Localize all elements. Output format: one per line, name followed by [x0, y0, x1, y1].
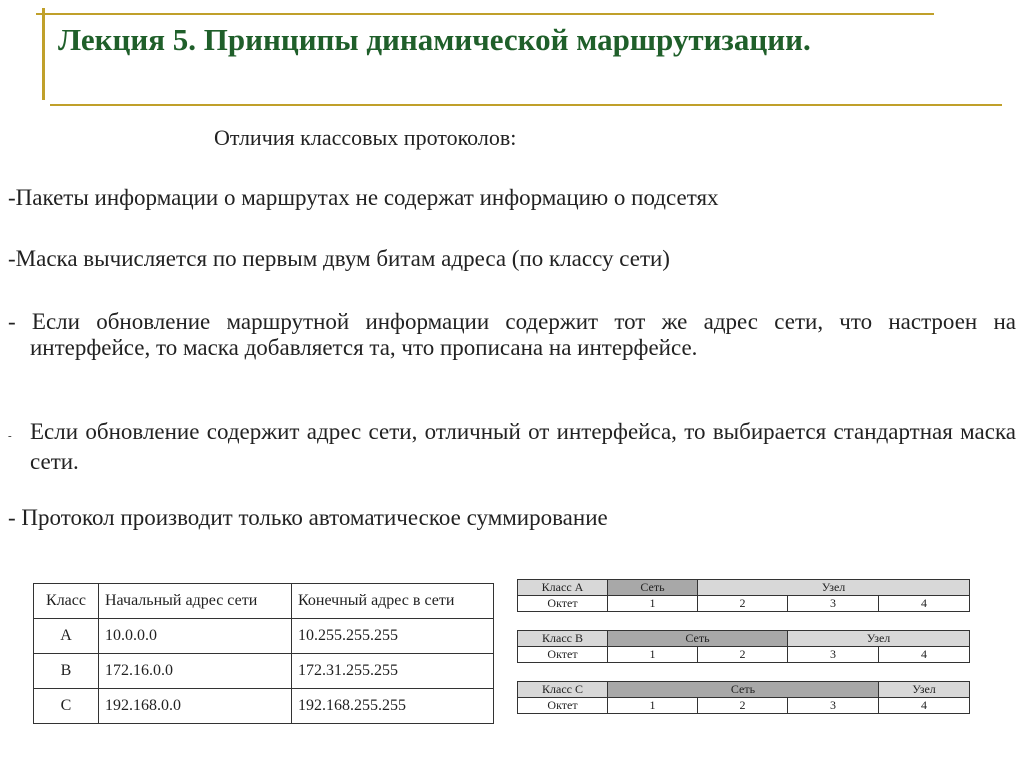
host-label: Узел [698, 580, 970, 596]
table-row [34, 689, 494, 724]
cell-end-address: 10.255.255.255 [292, 619, 494, 654]
header-class: Класс [34, 584, 99, 619]
bullet-1: -Пакеты информации о маршрутах не содержат информацию о подсетях [8, 185, 719, 210]
octet-number: 4 [879, 698, 970, 714]
cell-class: A [34, 619, 99, 654]
header-end-address: Конечный адрес в сети [292, 584, 494, 619]
table-row [518, 580, 970, 596]
octet-number: 1 [608, 596, 698, 612]
cell-start-address: 192.168.0.0 [99, 689, 292, 724]
octet-table-class-b [517, 630, 970, 663]
table-row [518, 682, 970, 698]
net-label: Сеть [608, 580, 698, 596]
octet-number: 1 [608, 698, 698, 714]
cell-end-address: 192.168.255.255 [292, 689, 494, 724]
class-label: Класс С [518, 682, 608, 698]
net-label: Сеть [608, 682, 879, 698]
slide-subtitle: Отличия классовых протоколов: [214, 125, 517, 150]
bullet-2: -Маска вычисляется по первым двум битам адреса (по классу сети) [8, 246, 670, 271]
table-row [518, 596, 970, 612]
table-row [518, 698, 970, 714]
decor-top-line [36, 13, 934, 15]
table-row [34, 619, 494, 654]
table-row [34, 654, 494, 689]
class-label: Класс В [518, 631, 608, 647]
table-row [518, 631, 970, 647]
octet-number: 4 [879, 596, 970, 612]
table-row [518, 647, 970, 663]
bullet-4 [8, 419, 1016, 475]
octet-label: Октет [518, 596, 608, 612]
octet-number: 3 [788, 596, 879, 612]
octet-number: 3 [788, 698, 879, 714]
octet-label: Октет [518, 647, 608, 663]
class-address-table [33, 583, 494, 724]
octet-number: 2 [698, 698, 788, 714]
cell-class: B [34, 654, 99, 689]
octet-table-class-c [517, 681, 970, 714]
bullet-5: - Протокол производит только автоматическое суммирование [8, 505, 608, 530]
slide-title: Лекция 5. Принципы динамической маршрутизации. [58, 22, 811, 57]
octet-number: 2 [698, 596, 788, 612]
octet-number: 2 [698, 647, 788, 663]
host-label: Узел [788, 631, 970, 647]
octet-number: 3 [788, 647, 879, 663]
cell-start-address: 172.16.0.0 [99, 654, 292, 689]
decor-bottom-line [50, 104, 1002, 106]
host-label: Узел [879, 682, 970, 698]
octet-table-class-a [517, 579, 970, 612]
decor-left-line [42, 8, 45, 100]
octet-label: Октет [518, 698, 608, 714]
cell-end-address: 172.31.255.255 [292, 654, 494, 689]
bullet-3: - Если обновление маршрутной информации содержит тот же адрес сети, что настроен на интерфейсе, то маска добавляется та, что прописана на интерфейсе. [8, 309, 1016, 360]
net-label: Сеть [608, 631, 788, 647]
cell-class: C [34, 689, 99, 724]
table-header-row [34, 584, 494, 619]
class-label: Класс А [518, 580, 608, 596]
header-start-address: Начальный адрес сети [99, 584, 292, 619]
octet-number: 4 [879, 647, 970, 663]
bullet-4-dash: - [8, 430, 12, 442]
bullet-4-text: Если обновление содержит адрес сети, отличный от интерфейса, то выбирается стандартная маска сети. [30, 419, 1016, 474]
octet-number: 1 [608, 647, 698, 663]
cell-start-address: 10.0.0.0 [99, 619, 292, 654]
